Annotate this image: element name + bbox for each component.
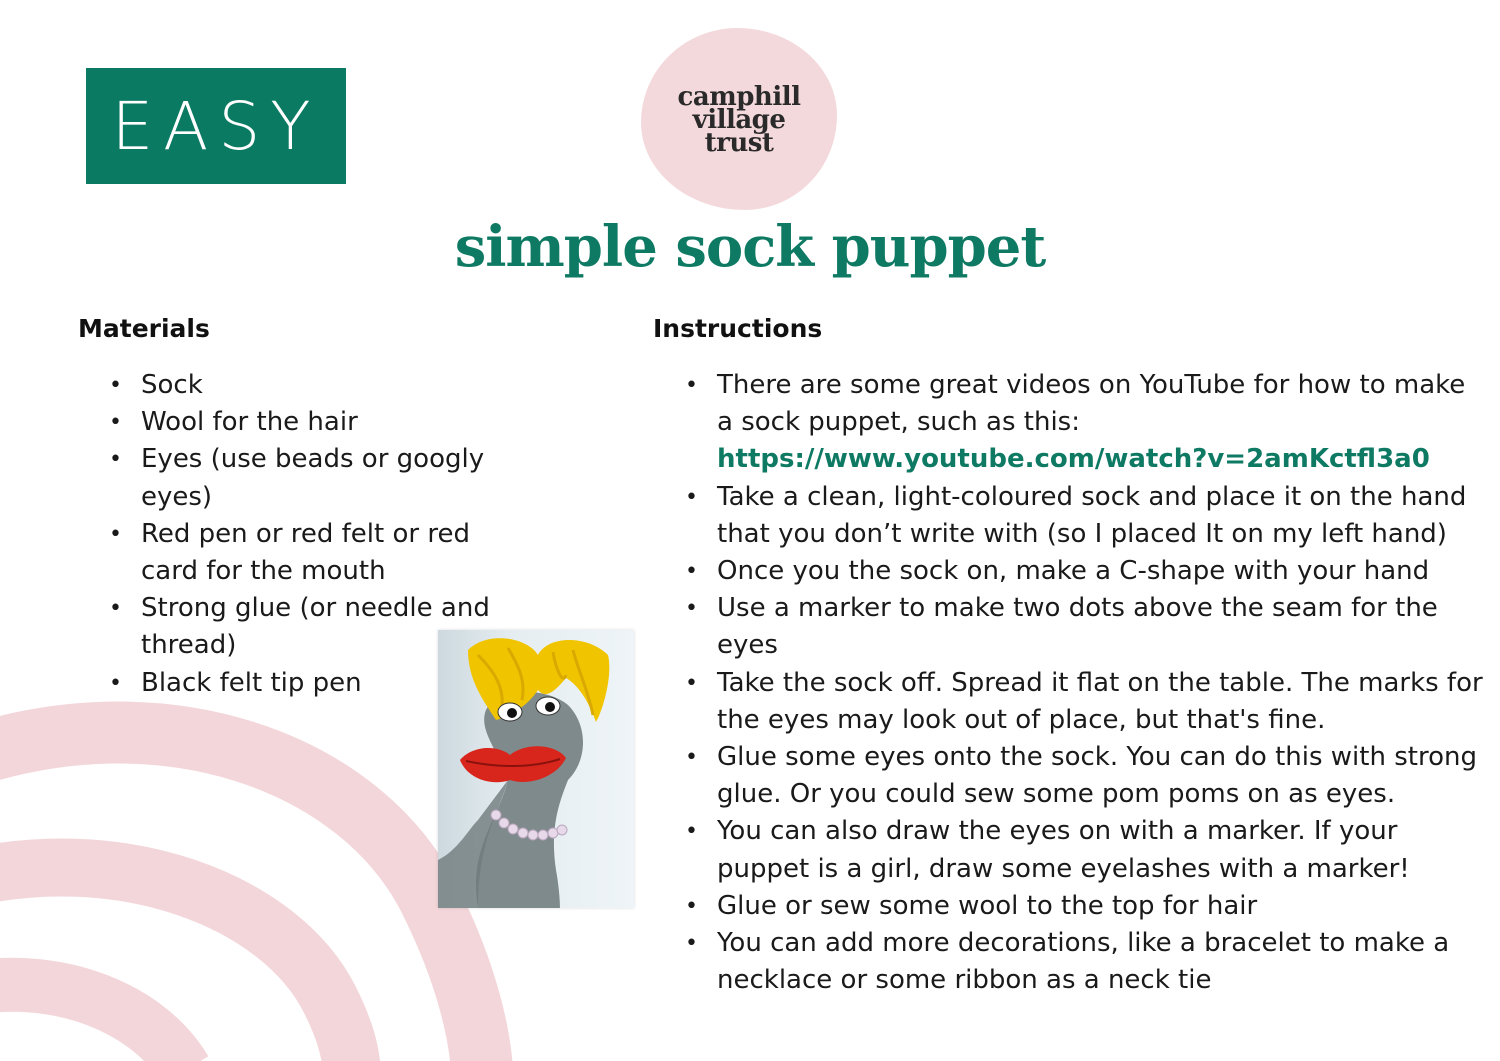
- list-item: • Black felt tip pen: [141, 665, 501, 702]
- list-item: • Take a clean, light-coloured sock and place it on the hand that you don’t write with (so I placed It on my left hand): [717, 479, 1487, 553]
- list-item: • Strong glue (or needle and thread): [141, 590, 501, 664]
- list-item: • Once you the sock on, make a C-shape with your hand: [717, 553, 1487, 590]
- instructions-heading: Instructions: [653, 314, 823, 343]
- list-item: [717, 367, 1487, 479]
- list-item: • Wool for the hair: [141, 404, 501, 441]
- logo-line-2: village: [692, 105, 786, 135]
- list-item: • Glue or sew some wool to the top for hair: [717, 888, 1487, 925]
- list-item: • Glue some eyes onto the sock. You can do this with strong glue. Or you could sew some pom poms on as eyes.: [717, 739, 1487, 813]
- instructions-list: [717, 367, 1487, 999]
- list-item: • Take the sock off. Spread it flat on the table. The marks for the eyes may look out of place, but that's fine.: [717, 665, 1487, 739]
- logo-line-1: camphill: [677, 82, 801, 112]
- list-item: • You can also draw the eyes on with a marker. If your puppet is a girl, draw some eyelashes with a marker!: [717, 813, 1487, 887]
- sock-puppet-photo: [438, 630, 634, 908]
- camphill-village-trust-logo: [641, 82, 837, 158]
- list-item: • Eyes (use beads or googly eyes): [141, 441, 501, 515]
- page-title: simple sock puppet: [454, 214, 1046, 280]
- list-item: • Sock: [141, 367, 501, 404]
- list-item: • Use a marker to make two dots above the seam for the eyes: [717, 590, 1487, 664]
- materials-heading: Materials: [78, 314, 210, 343]
- list-item: • Red pen or red felt or red card for the mouth: [141, 516, 501, 590]
- logo-line-3: trust: [704, 128, 774, 158]
- instruction-text: There are some great videos on YouTube for how to make a sock puppet, such as this:: [717, 370, 1466, 438]
- difficulty-badge: EASY: [86, 68, 346, 184]
- youtube-link[interactable]: https://www.youtube.com/watch?v=2amKctfl3a0: [717, 444, 1430, 475]
- list-item: • You can add more decorations, like a bracelet to make a necklace or some ribbon as a neck tie: [717, 925, 1487, 999]
